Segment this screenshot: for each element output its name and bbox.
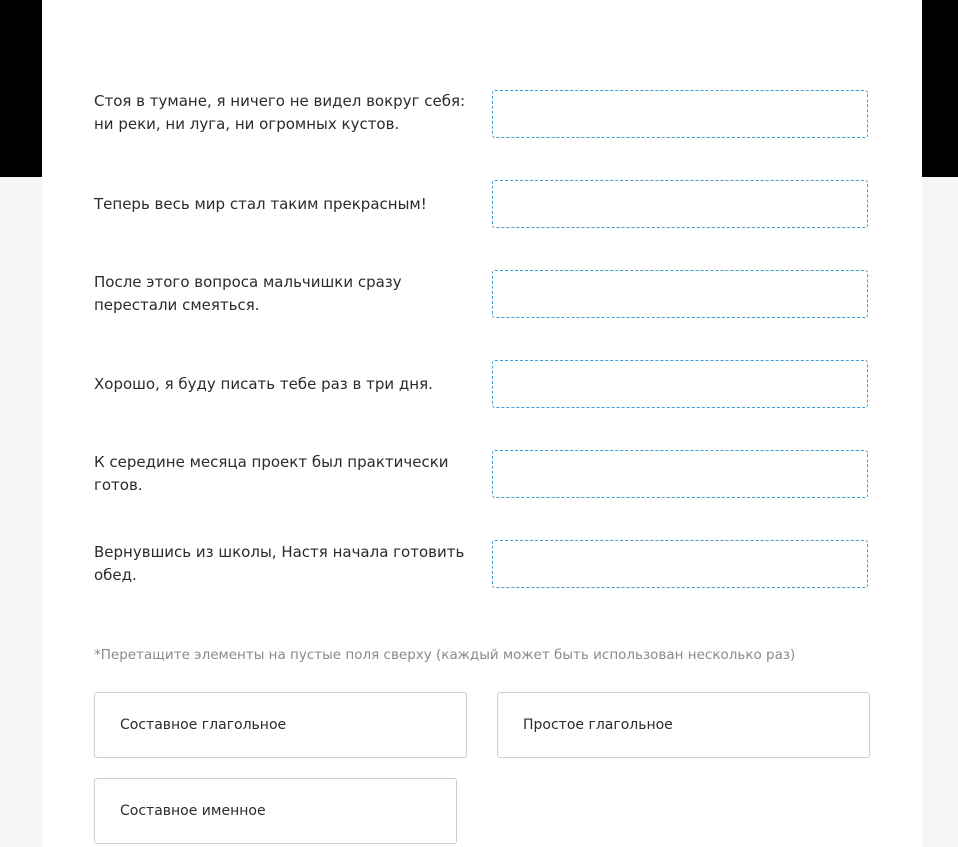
option-compound-nominal[interactable] <box>94 778 457 844</box>
sentence-text-4: Хорошо, я буду писать тебе раз в три дня. <box>94 375 433 393</box>
option-label: Простое глагольное <box>523 717 673 733</box>
drop-zone-3[interactable] <box>492 270 868 318</box>
sentence-text-3: После этого вопроса мальчишки сразу перестали смеяться. <box>94 273 402 314</box>
sentence-text-6: Вернувшись из школы, Настя начала готовить обед. <box>94 543 465 584</box>
sentence-text-5: К середине месяца проект был практически готов. <box>94 453 449 494</box>
drop-zone-5[interactable] <box>492 450 868 498</box>
sentence-text-2: Теперь весь мир стал таким прекрасным! <box>94 195 427 213</box>
option-compound-verbal[interactable] <box>94 692 467 758</box>
option-label: Составное глагольное <box>120 717 287 733</box>
option-label: Составное именное <box>120 803 266 819</box>
drop-zone-6[interactable] <box>492 540 868 588</box>
drop-zone-1[interactable] <box>492 90 868 138</box>
drop-zone-2[interactable] <box>492 180 868 228</box>
drop-zone-4[interactable] <box>492 360 868 408</box>
sentence-text-1: Стоя в тумане, я ничего не видел вокруг себя: ни реки, ни луга, ни огромных кустов. <box>94 92 466 133</box>
drag-hint-text: *Перетащите элементы на пустые поля сверху (каждый может быть использован несколько раз) <box>94 647 796 663</box>
option-simple-verbal[interactable] <box>497 692 870 758</box>
